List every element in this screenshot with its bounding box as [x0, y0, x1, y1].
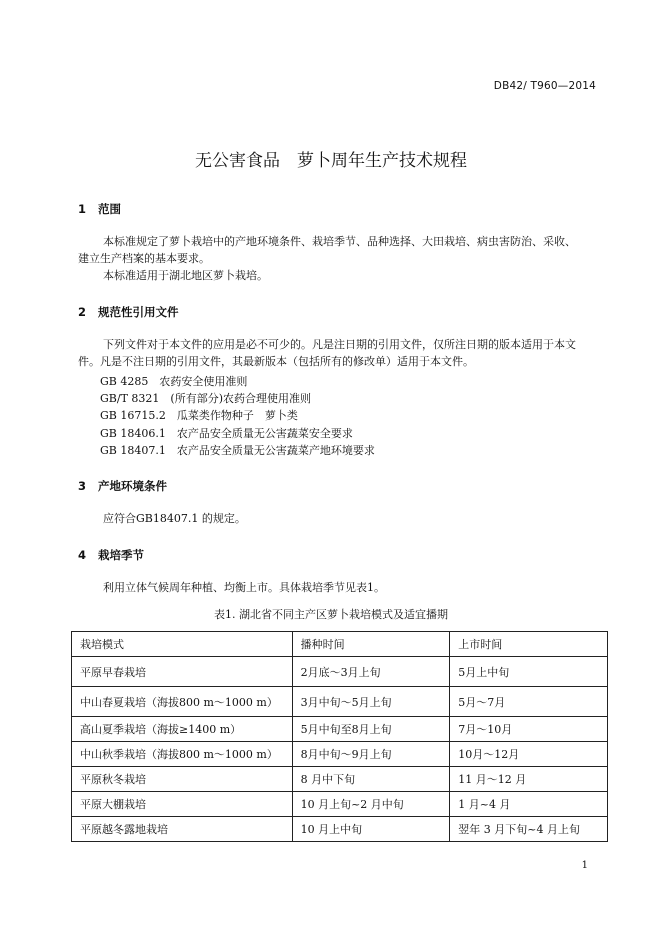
table-cell: 10 月上旬~2 月中旬 — [292, 792, 450, 817]
section-title: 栽培季节 — [98, 548, 144, 562]
paragraph-line: 下列文件对于本文件的应用是必不可少的。凡是注日期的引用文件，仅所注日期的版本适用于本文 — [103, 338, 576, 351]
table-row — [72, 657, 608, 687]
paragraph-line: 建立生产档案的基本要求。 — [78, 252, 210, 265]
document-title: 无公害食品 萝卜周年生产技术规程 — [195, 151, 467, 171]
paragraph-line: 应符合GB18407.1 的规定。 — [103, 512, 246, 525]
reference-item: GB/T 8321 (所有部分)农药合理使用准则 — [100, 392, 311, 405]
table-row — [72, 717, 608, 742]
table-cell: 中山秋季栽培（海拔800 m～1000 m） — [72, 742, 293, 767]
page-number: 1 — [581, 860, 588, 871]
section-number: 3 — [78, 479, 87, 493]
reference-item: GB 4285 农药安全使用准则 — [100, 375, 248, 388]
table-header-cell: 栽培模式 — [72, 632, 293, 657]
table-cell: 8 月中下旬 — [292, 767, 450, 792]
section-number: 2 — [78, 305, 87, 319]
table-row — [72, 792, 608, 817]
table-cell: 10月～12月 — [450, 742, 608, 767]
table-cell: 10 月上中旬 — [292, 817, 450, 842]
table-cell: 5月中旬至8月上旬 — [292, 717, 450, 742]
paragraph-line: 件。凡是不注日期的引用文件，其最新版本（包括所有的修改单）适用于本文件。 — [78, 355, 474, 368]
section-4-heading — [78, 547, 144, 563]
table-cell: 8月中旬～9月上旬 — [292, 742, 450, 767]
table-row — [72, 767, 608, 792]
table-row — [72, 817, 608, 842]
table-cell: 翌年 3 月下旬~4 月上旬 — [450, 817, 608, 842]
section-3-heading — [78, 478, 167, 494]
table-header-row — [72, 632, 608, 657]
table-cell: 平原早春栽培 — [72, 657, 293, 687]
table-cell: 平原大棚栽培 — [72, 792, 293, 817]
section-1-heading — [78, 201, 121, 217]
reference-item: GB 16715.2 瓜菜类作物种子 萝卜类 — [100, 409, 298, 422]
paragraph-line: 本标准适用于湖北地区萝卜栽培。 — [103, 269, 268, 282]
section-title: 产地环境条件 — [98, 479, 167, 493]
table-cell: 5月上中旬 — [450, 657, 608, 687]
table-cell: 1 月~4 月 — [450, 792, 608, 817]
table-cell: 平原秋冬栽培 — [72, 767, 293, 792]
paragraph-line: 利用立体气候周年种植、均衡上市。具体栽培季节见表1。 — [103, 581, 385, 594]
table-cell: 11 月～12 月 — [450, 767, 608, 792]
table-row — [72, 742, 608, 767]
section-title: 范围 — [98, 202, 121, 216]
table-header-cell: 播种时间 — [292, 632, 450, 657]
reference-item: GB 18407.1 农产品安全质量无公害蔬菜产地环境要求 — [100, 444, 375, 457]
planting-schedule-table — [71, 631, 608, 842]
section-number: 1 — [78, 202, 87, 216]
table-cell: 平原越冬露地栽培 — [72, 817, 293, 842]
paragraph-line: 本标准规定了萝卜栽培中的产地环境条件、栽培季节、品种选择、大田栽培、病虫害防治、采收、 — [103, 235, 576, 248]
reference-item: GB 18406.1 农产品安全质量无公害蔬菜安全要求 — [100, 427, 353, 440]
table-cell: 中山春夏栽培（海拔800 m～1000 m） — [72, 687, 293, 717]
table-row — [72, 687, 608, 717]
section-title: 规范性引用文件 — [98, 305, 179, 319]
table-header-cell: 上市时间 — [450, 632, 608, 657]
section-number: 4 — [78, 548, 87, 562]
table-cell: 高山夏季栽培（海拔≥1400 m） — [72, 717, 293, 742]
document-code: DB42/ T960—2014 — [493, 80, 596, 92]
section-2-heading — [78, 304, 179, 320]
table-cell: 3月中旬～5月上旬 — [292, 687, 450, 717]
table-cell: 5月～7月 — [450, 687, 608, 717]
table-caption: 表1. 湖北省不同主产区萝卜栽培模式及适宜播期 — [214, 608, 448, 621]
table-cell: 2月底～3月上旬 — [292, 657, 450, 687]
table-cell: 7月～10月 — [450, 717, 608, 742]
